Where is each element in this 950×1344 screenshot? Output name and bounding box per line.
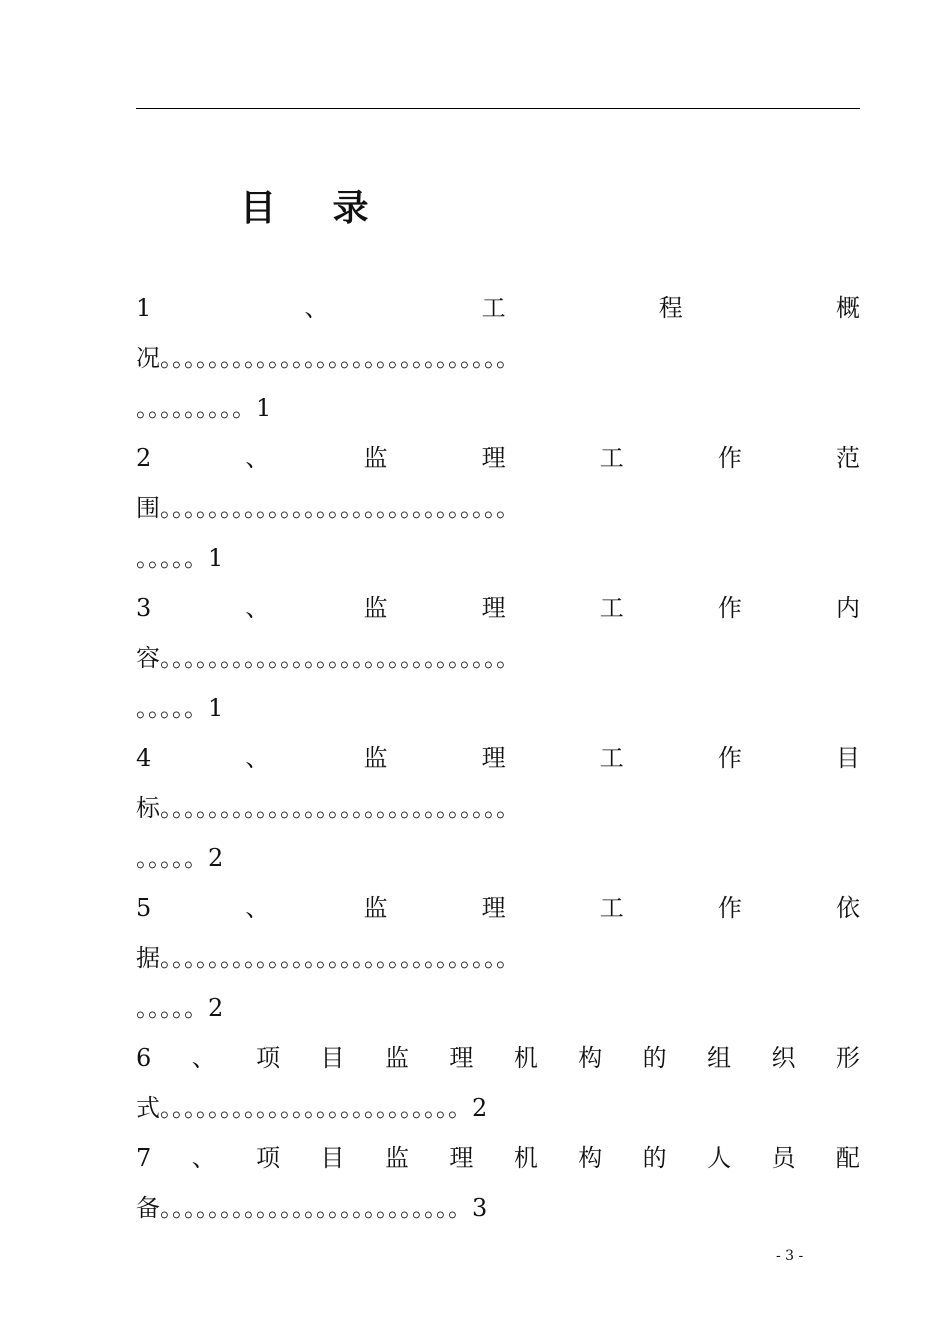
toc-heading-char: 监: [363, 594, 388, 622]
toc-heading-char: 依: [835, 894, 860, 922]
toc-heading-char: 概: [835, 294, 860, 322]
toc-leader-line: 。。。。。。。。。1: [136, 394, 272, 422]
toc-heading-char: 监: [363, 894, 388, 922]
toc-heading-char: 7: [136, 1144, 152, 1172]
page-number: - 3 -: [776, 1248, 804, 1264]
toc-heading-char: 内: [835, 594, 860, 622]
toc-heading-char: 监: [363, 444, 388, 472]
toc-entry[interactable]: [136, 433, 860, 583]
toc-heading-char: 理: [481, 744, 506, 772]
toc-leader-line: 围。。。。。。。。。。。。。。。。。。。。。。。。。。。。。: [136, 494, 520, 522]
toc-heading-char: 人: [707, 1144, 732, 1172]
toc-heading-char: 作: [717, 594, 742, 622]
toc-entry[interactable]: [136, 1033, 860, 1133]
toc-heading-char: 目: [835, 744, 860, 772]
toc-heading-char: 工: [481, 294, 506, 322]
toc-heading-char: 、: [245, 444, 270, 472]
toc-leader-line: 备。。。。。。。。。。。。。。。。。。。。。。。。。3: [136, 1194, 488, 1222]
toc-heading-char: 、: [245, 894, 270, 922]
toc-leader-line: 。。。。。1: [136, 544, 224, 572]
toc-heading-char: 织: [771, 1044, 796, 1072]
toc-leader-line: 况。。。。。。。。。。。。。。。。。。。。。。。。。。。。。: [136, 344, 520, 372]
toc-heading-char: 监: [384, 1144, 409, 1172]
toc-heading-char: 项: [256, 1044, 281, 1072]
toc-heading-char: 构: [578, 1144, 603, 1172]
toc-entry-heading: [136, 1033, 860, 1083]
toc-heading-char: 4: [136, 744, 152, 772]
toc-leader-line: 标。。。。。。。。。。。。。。。。。。。。。。。。。。。。。: [136, 794, 520, 822]
toc-leader-line: 式。。。。。。。。。。。。。。。。。。。。。。。。。2: [136, 1094, 488, 1122]
toc-entry[interactable]: [136, 1133, 860, 1233]
toc-leader-line: 据。。。。。。。。。。。。。。。。。。。。。。。。。。。。。: [136, 944, 520, 972]
toc-heading-char: 1: [136, 294, 152, 322]
toc-heading-char: 、: [191, 1144, 216, 1172]
toc-heading-char: 范: [835, 444, 860, 472]
toc-heading-char: 6: [136, 1044, 152, 1072]
toc-heading-char: 的: [642, 1144, 667, 1172]
toc-heading-char: 工: [599, 894, 624, 922]
toc-heading-char: 理: [481, 894, 506, 922]
toc-entry-heading: [136, 1133, 860, 1183]
toc-heading-char: 配: [835, 1144, 860, 1172]
toc-heading-char: 、: [245, 594, 270, 622]
toc-entry-heading: [136, 883, 860, 933]
toc-heading-char: 机: [513, 1144, 538, 1172]
toc-entry[interactable]: [136, 883, 860, 1033]
toc-heading-char: 5: [136, 894, 152, 922]
table-of-contents: [136, 283, 860, 1233]
toc-heading-char: 监: [384, 1044, 409, 1072]
toc-heading-char: 理: [481, 594, 506, 622]
toc-heading-char: 工: [599, 744, 624, 772]
toc-heading-char: 的: [642, 1044, 667, 1072]
toc-heading-char: 员: [771, 1144, 796, 1172]
toc-leader-line: 。。。。。2: [136, 994, 224, 1022]
toc-leader-line: 。。。。。2: [136, 844, 224, 872]
toc-heading-char: 作: [717, 744, 742, 772]
toc-heading-char: 项: [256, 1144, 281, 1172]
toc-leader-line: 容。。。。。。。。。。。。。。。。。。。。。。。。。。。。。: [136, 644, 520, 672]
toc-heading-char: 理: [449, 1044, 474, 1072]
toc-heading-char: 作: [717, 894, 742, 922]
toc-heading-char: 目: [320, 1044, 345, 1072]
toc-heading-char: 监: [363, 744, 388, 772]
toc-entry[interactable]: [136, 583, 860, 733]
toc-heading-char: 、: [304, 294, 329, 322]
toc-heading-char: 3: [136, 594, 152, 622]
toc-entry-heading: [136, 433, 860, 483]
toc-heading-char: 、: [245, 744, 270, 772]
toc-heading-char: 机: [513, 1044, 538, 1072]
toc-heading-char: 、: [191, 1044, 216, 1072]
toc-title: 目 录: [240, 187, 391, 229]
toc-entry-heading: [136, 283, 860, 333]
toc-heading-char: 构: [578, 1044, 603, 1072]
header-rule: [136, 108, 860, 109]
toc-heading-char: 工: [599, 594, 624, 622]
toc-heading-char: 作: [717, 444, 742, 472]
toc-heading-char: 形: [835, 1044, 860, 1072]
toc-entry-heading: [136, 583, 860, 633]
toc-leader-line: 。。。。。1: [136, 694, 224, 722]
toc-entry[interactable]: [136, 283, 860, 433]
toc-heading-char: 理: [449, 1144, 474, 1172]
toc-heading-char: 工: [599, 444, 624, 472]
toc-heading-char: 组: [707, 1044, 732, 1072]
toc-entry-heading: [136, 733, 860, 783]
toc-heading-char: 2: [136, 444, 152, 472]
toc-heading-char: 程: [658, 294, 683, 322]
toc-entry[interactable]: [136, 733, 860, 883]
toc-heading-char: 目: [320, 1144, 345, 1172]
toc-heading-char: 理: [481, 444, 506, 472]
